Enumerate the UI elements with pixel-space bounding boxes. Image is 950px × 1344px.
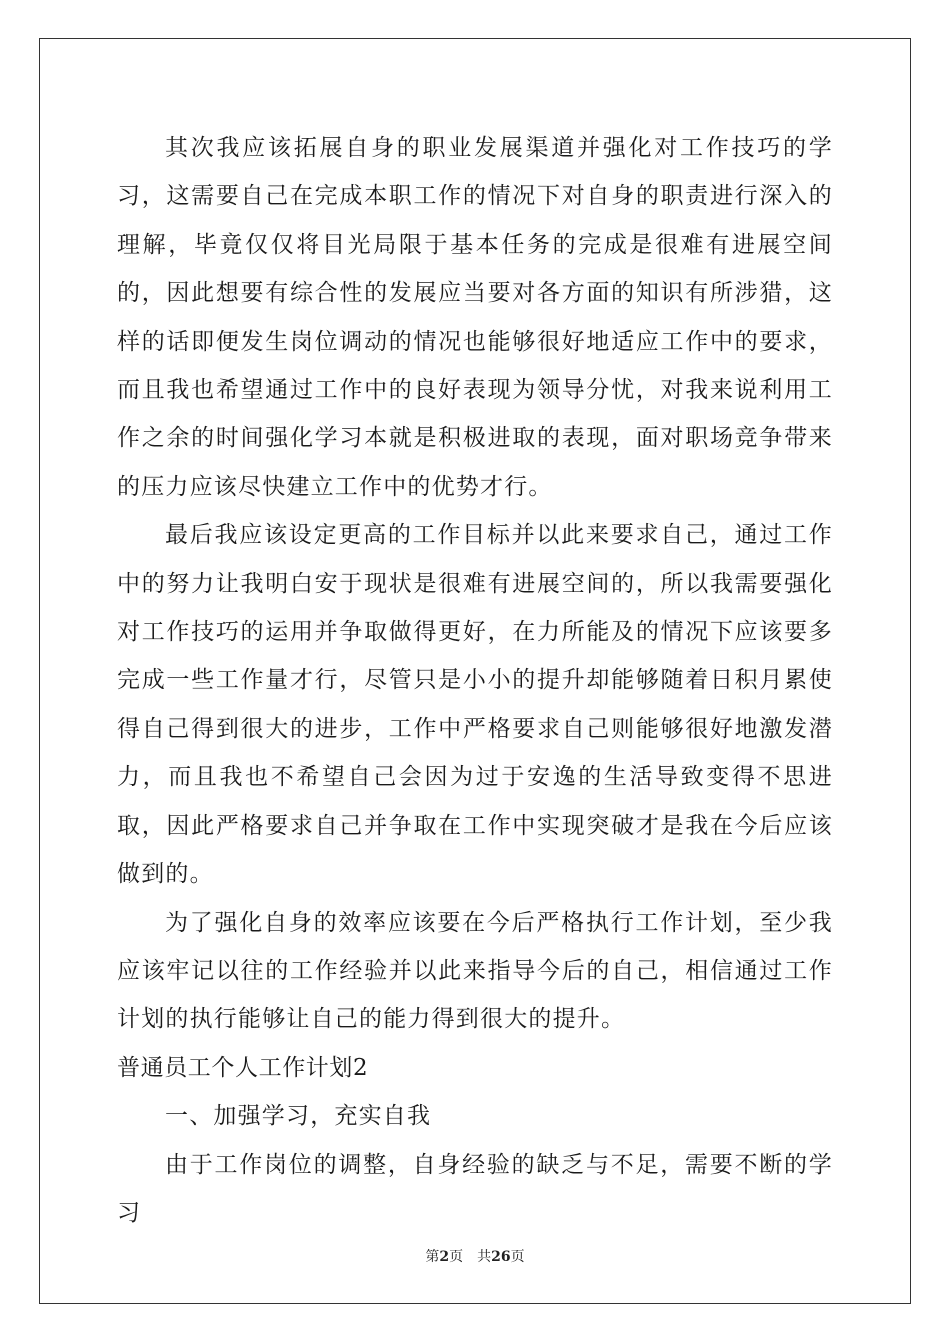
total-pages: 26 — [491, 1249, 511, 1265]
subsection-title: 一、加强学习，充实自我 — [165, 1103, 432, 1130]
paragraph-skills: 其次我应该拓展自身的职业发展渠道并强化对工作技巧的学习，这需要自己在完成本职工作的情况下对自身的职责进行深入的理解，毕竟仅仅将目光局限于基本任务的完成是很难有进展空间的，因此想要有综合性的发展应当要对各方面的知识有所涉猎，这样的话即便发生岗位调动的情况也能够很好地适应工作中的要求，而且我也希望通过工作中的良好表现为领导分忧，对我来说利用工作之余的时间强化学习本就是积极进取的表现，面对职场竞争带来的压力应该尽快建立工作中的优势才行。 — [117, 135, 833, 500]
paragraph-goals: 最后我应该设定更高的工作目标并以此来要求自己，通过工作中的努力让我明白安于现状是很难有进展空间的，所以我需要强化对工作技巧的运用并争取做得更好，在力所能及的情况下应该要多完成一些工作量才行，尽管只是小小的提升却能够随着日积月累使得自己得到很大的进步，工作中严格要求自己则能够很好地激发潜力，而且我也不希望自己会因为过于安逸的生活导致变得不思进取，因此严格要求自己并争取在工作中实现突破才是我在今后应该做到的。 — [117, 522, 833, 888]
page-footer — [0, 1246, 950, 1266]
page-number: 2 — [439, 1249, 450, 1265]
section-title: 普通员工个人工作计划2 — [117, 1054, 369, 1081]
total-prefix: 共 — [477, 1249, 492, 1265]
page-suffix: 页 — [449, 1249, 464, 1265]
document-body — [117, 124, 833, 1237]
page-prefix: 第 — [425, 1249, 440, 1265]
total-suffix: 页 — [510, 1249, 525, 1265]
paragraph-study: 由于工作岗位的调整，自身经验的缺乏与不足，需要不断的学习 — [117, 1151, 833, 1226]
paragraph-efficiency: 为了强化自身的效率应该要在今后严格执行工作计划，至少我应该牢记以往的工作经验并以此来指导今后的自己，相信通过工作计划的执行能够让自己的能力得到很大的提升。 — [117, 909, 833, 1033]
